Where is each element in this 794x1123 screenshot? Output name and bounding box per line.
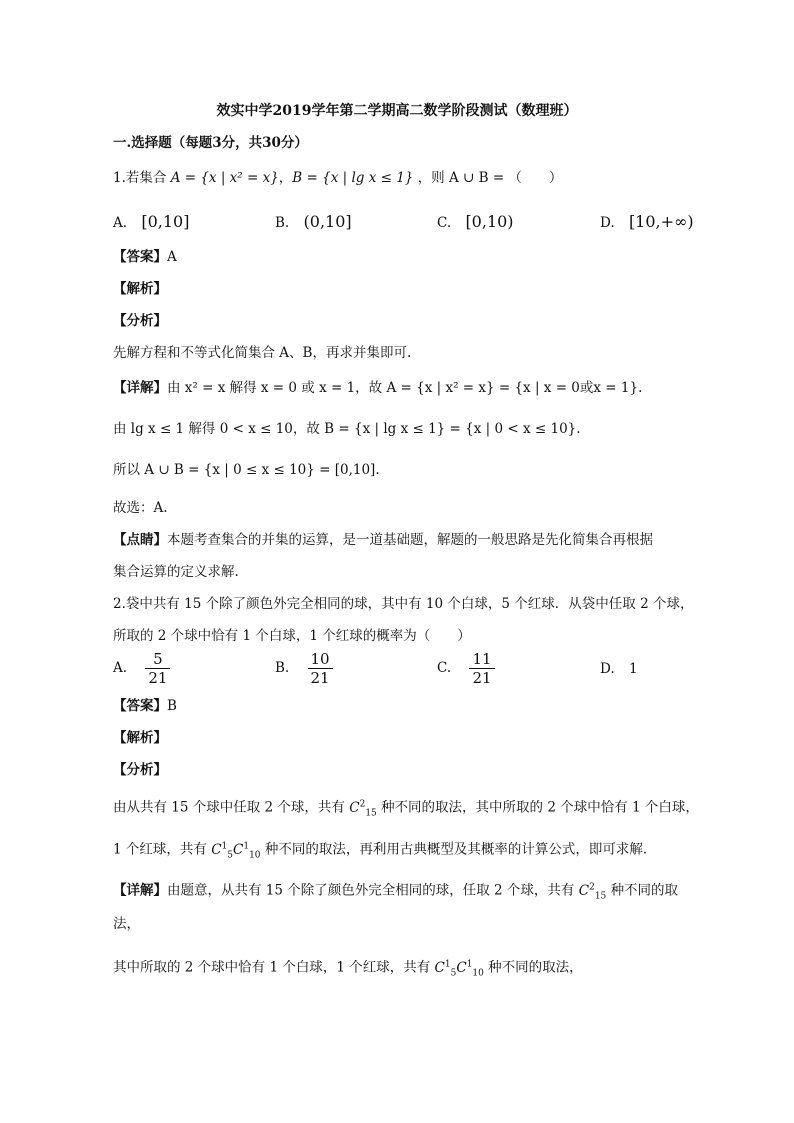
q2-option-a xyxy=(113,650,170,687)
denominator: 21 xyxy=(469,668,494,687)
q2-detail-1 xyxy=(113,877,678,906)
q2-option-c xyxy=(437,650,495,687)
q1-detail-2: 由 lg x ≤ 1 解得 0 < x ≤ 10，故 B = {x | lg x ≤ 1} = {x | 0 < x ≤ 10}. xyxy=(113,421,581,437)
comb-sub: 5 xyxy=(227,850,233,861)
comb-sub: 15 xyxy=(594,891,607,902)
note-tag: 【点睛】 xyxy=(113,532,167,548)
q1-option-a xyxy=(113,212,189,233)
option-value: 1 xyxy=(628,661,638,677)
combination xyxy=(456,959,484,979)
option-value: [0,10] xyxy=(141,212,190,231)
option-letter: A. xyxy=(113,215,128,231)
analysis-text: 种不同的取法，其中所取的 2 个球中恰有 1 个白球， xyxy=(381,799,699,816)
analysis-text: 1 个红球，共有 xyxy=(113,841,207,858)
q2-fenxi-tag: 【分析】 xyxy=(113,762,167,778)
q1-option-d xyxy=(600,212,694,233)
set-b-definition: B = {x | lg x ≤ 1} xyxy=(292,170,414,186)
question-2-stem-1: 2.袋中共有 15 个除了颜色外完全相同的球，其中有 10 个白球，5 个红球．从袋中任取 2 个球， xyxy=(113,596,694,612)
question-1-lead: 1.若集合 xyxy=(113,170,167,186)
q1-note-2: 集合运算的定义求解. xyxy=(113,564,239,580)
denominator: 21 xyxy=(308,668,333,687)
detail-text: 由题意，从共有 15 个除了颜色外完全相同的球，任取 2 个球，共有 xyxy=(167,882,575,899)
q1-analysis: 先解方程和不等式化简集合 A、B，再求并集即可. xyxy=(113,345,412,361)
q2-analysis-1 xyxy=(113,794,699,823)
comb-base: C xyxy=(349,799,360,816)
comb-base: C xyxy=(233,841,244,858)
option-value: [10,+∞) xyxy=(628,212,694,231)
detail-text: 种不同的取法， xyxy=(488,959,583,976)
comb-sup: 1 xyxy=(221,841,228,851)
option-letter: A. xyxy=(113,660,128,676)
option-letter: B. xyxy=(275,215,290,231)
numerator: 11 xyxy=(472,650,492,668)
section-heading: 一.选择题（每题3分，共30分） xyxy=(113,135,308,151)
q2-answer xyxy=(113,696,177,716)
q2-option-b xyxy=(275,650,333,687)
combination xyxy=(211,841,233,861)
q1-choose: 故选：A. xyxy=(113,500,168,516)
q1-fenxi-tag: 【分析】 xyxy=(113,313,167,329)
detail-tag: 【详解】 xyxy=(113,380,167,396)
option-letter: C. xyxy=(437,215,452,231)
detail-text: 其中所取的 2 个球中恰有 1 个白球，1 个红球，共有 xyxy=(113,959,431,976)
comb-sub: 5 xyxy=(450,968,457,979)
set-a-definition: A = {x | x² = x} xyxy=(170,170,279,186)
note-text: 本题考查集合的并集的运算，是一道基础题，解题的一般思路是先化简集合再根据 xyxy=(167,532,653,548)
q2-analysis-2 xyxy=(113,836,656,865)
comb-sub: 10 xyxy=(472,968,484,979)
combination xyxy=(434,959,457,979)
q1-jiexi-tag: 【解析】 xyxy=(113,281,167,297)
comb-base: C xyxy=(434,959,445,976)
analysis-text: 种不同的取法，再利用古典概型及其概率的计算公式，即可求解． xyxy=(264,841,657,858)
comb-sup: 2 xyxy=(359,799,366,809)
answer-tag: 【答案】 xyxy=(113,698,167,714)
q1-option-b xyxy=(275,212,352,233)
q1-detail-1 xyxy=(113,378,642,398)
answer-tag: 【答案】 xyxy=(113,249,167,265)
detail-text: 由 x² = x 解得 x = 0 或 x = 1，故 A = {x | x² = x} = {x | x = 0或x = 1}. xyxy=(167,380,643,396)
comb-sup: 1 xyxy=(444,959,451,969)
comb-base: C xyxy=(211,841,222,858)
answer-value: B xyxy=(167,698,177,714)
q1-answer xyxy=(113,247,177,267)
comb-base: C xyxy=(578,882,590,899)
numerator: 5 xyxy=(153,650,163,668)
fraction xyxy=(469,650,494,687)
q1-note-1 xyxy=(113,530,653,550)
comb-sub: 10 xyxy=(249,850,261,861)
q2-jiexi-tag: 【解析】 xyxy=(113,730,167,746)
comb-sub: 15 xyxy=(365,808,377,819)
question-1-stem xyxy=(113,168,562,188)
combination xyxy=(349,799,377,819)
comb-base: C xyxy=(456,959,467,976)
option-value: (0,10] xyxy=(303,212,352,231)
fraction xyxy=(145,650,170,687)
option-letter: C. xyxy=(437,660,452,676)
option-value: [0,10) xyxy=(465,212,514,231)
combination xyxy=(578,882,607,902)
numerator: 10 xyxy=(310,650,330,668)
q2-option-d xyxy=(600,659,638,679)
fraction xyxy=(308,650,333,687)
denominator: 21 xyxy=(145,668,170,687)
option-letter: D. xyxy=(600,661,615,677)
detail-tag: 【详解】 xyxy=(113,882,167,899)
analysis-text: 由从共有 15 个球中任取 2 个球，共有 xyxy=(113,799,345,816)
comb-sup: 1 xyxy=(243,841,250,851)
combination xyxy=(233,841,261,861)
detail-text: 种不同的取 xyxy=(610,882,679,899)
q2-detail-3 xyxy=(113,954,583,983)
q1-option-c xyxy=(437,212,514,233)
comb-sup: 2 xyxy=(589,882,595,892)
page-title: 效实中学2019学年第二学期高二数学阶段测试（数理班） xyxy=(216,103,578,119)
question-2-stem-2: 所取的 2 个球中恰有 1 个白球，1 个红球的概率为（ ） xyxy=(113,628,471,644)
option-letter: D. xyxy=(600,215,615,231)
q2-detail-2: 法， xyxy=(113,916,140,932)
comb-sup: 1 xyxy=(466,959,473,969)
question-1-ask: ，则 A ∪ B = （ ） xyxy=(417,170,563,186)
option-letter: B. xyxy=(275,660,290,676)
separator: ， xyxy=(278,170,293,186)
answer-value: A xyxy=(167,249,177,265)
q1-detail-3: 所以 A ∪ B = {x | 0 ≤ x ≤ 10} = [0,10]. xyxy=(113,462,380,478)
